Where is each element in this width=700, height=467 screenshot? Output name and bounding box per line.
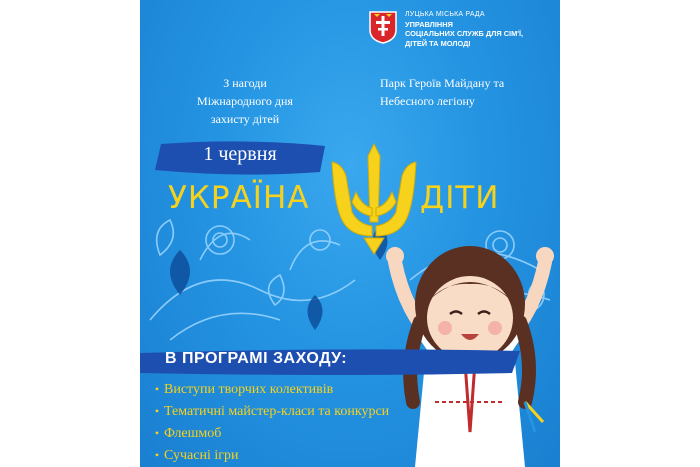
bullet-icon: • <box>154 448 160 462</box>
event-location: Парк Героїв Майдану та Небесного легіону <box>380 76 505 108</box>
list-item: • Флешмоб <box>150 422 389 444</box>
city-council-name: ЛУЦЬКА МІСЬКА РАДА <box>405 11 485 18</box>
program-list <box>150 378 389 466</box>
title-ukraine: УКРАЇНА <box>168 180 310 216</box>
event-poster <box>140 0 560 467</box>
title-children: ДІТИ <box>420 180 500 216</box>
girl-illustration <box>375 222 560 467</box>
list-item: • Тематичні майстер-класи та конкурси <box>150 400 389 422</box>
bullet-icon: • <box>154 382 160 396</box>
list-item: • Виступи творчих колективів <box>150 378 389 400</box>
program-heading: В ПРОГРАМІ ЗАХОДУ: <box>165 350 348 367</box>
lutsk-coat-of-arms-icon <box>368 10 398 44</box>
list-item: • Сучасні ігри <box>150 444 389 466</box>
bullet-icon: • <box>154 426 160 440</box>
bullet-icon: • <box>154 404 160 418</box>
event-date: 1 червня <box>203 143 277 165</box>
department-name: УПРАВЛІННЯ СОЦІАЛЬНИХ СЛУЖБ ДЛЯ СІМ'Ї, ДІТЕЙ ТА МОЛОДІ <box>405 20 524 48</box>
occasion-text: З нагоди Міжнародного дня захисту дітей <box>197 76 293 126</box>
